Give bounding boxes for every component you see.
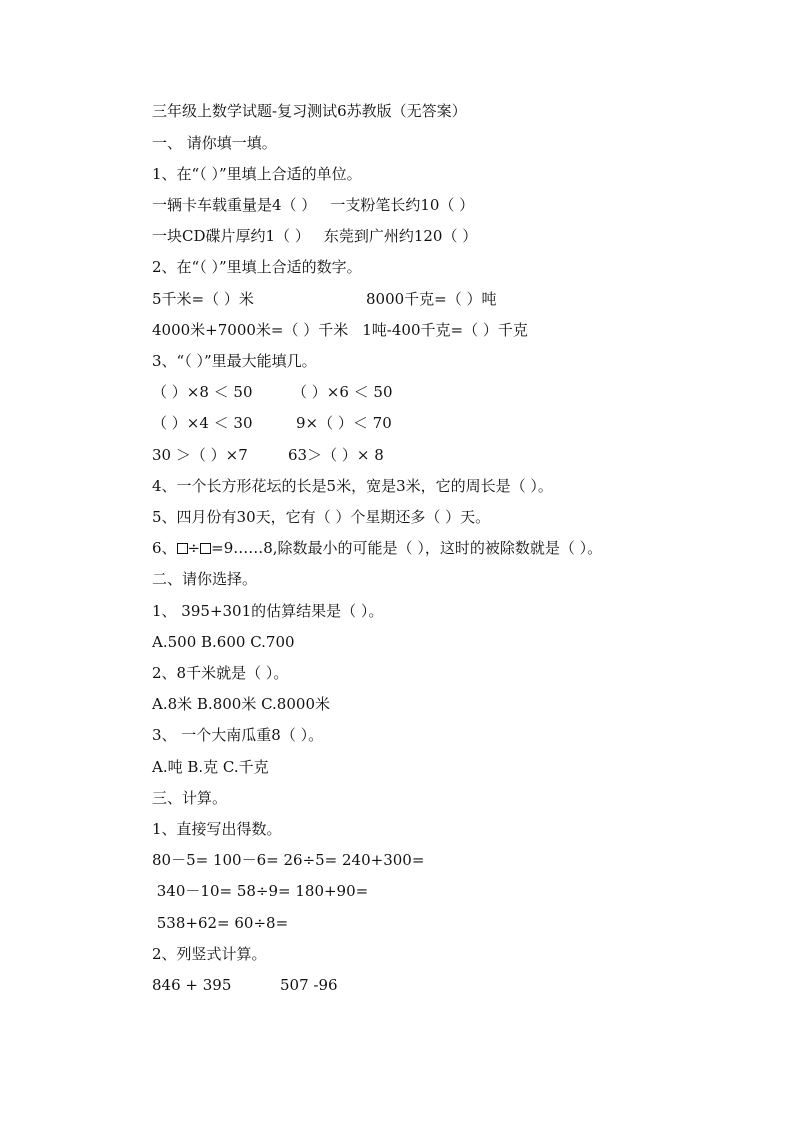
question-1-4: 4、一个长方形花坛的长是5米，宽是3米，它的周长是（ ）。 <box>152 477 553 495</box>
question-1-6-operator: ÷ <box>187 539 201 557</box>
question-3-2-stem: 2、列竖式计算。 <box>152 945 267 963</box>
empty-box-icon <box>177 543 188 554</box>
question-1-1-row-2-a: 一块CD碟片厚约1（ ） <box>152 227 310 245</box>
question-3-1-stem: 1、直接写出得数。 <box>152 820 282 838</box>
question-1-2-row-2-a: 4000米+7000米=（ ）千米 <box>152 321 349 339</box>
empty-box-icon <box>200 543 211 554</box>
question-1-3-row-3-a: 30 ＞（ ）×7 <box>152 446 248 464</box>
question-1-3-row-1-b: （ ）×6 ＜ 50 <box>292 383 393 401</box>
question-1-1-row-1-b: 一支粉笔长约10（ ） <box>330 196 475 214</box>
question-1-1-stem: 1、在“（ ）”里填上合适的单位。 <box>152 165 362 183</box>
question-1-1-row-1 <box>152 196 474 214</box>
section-3-heading: 三、计算。 <box>152 789 228 807</box>
section-1-heading: 一、 请你填一填。 <box>152 134 277 152</box>
document-title: 三年级上数学试题-复习测试6苏教版（无答案） <box>152 102 467 120</box>
question-1-3-stem: 3、“（ ）”里最大能填几。 <box>152 352 317 370</box>
question-1-1-row-2-b: 东莞到广州约120（ ） <box>323 227 478 245</box>
question-2-2-options: A.8米 B.800米 C.8000米 <box>152 695 330 713</box>
section-2-heading: 二、请你选择。 <box>152 570 258 588</box>
question-1-2-row-1-a: 5千米=（ ）米 <box>152 290 254 308</box>
question-1-3-row-2-a: （ ）×4 ＜ 30 <box>152 414 253 432</box>
question-2-2-stem: 2、8千米就是（ ）。 <box>152 664 289 682</box>
question-3-1-row-2: 340－10= 58÷9= 180+90= <box>152 882 369 900</box>
question-2-1-stem: 1、 395+301的估算结果是（ ）。 <box>152 602 384 620</box>
question-3-2-item-b: 507 -96 <box>280 976 338 994</box>
question-1-2-stem: 2、在“（ ）”里填上合适的数字。 <box>152 258 362 276</box>
question-2-1-options: A.500 B.600 C.700 <box>152 633 295 651</box>
question-1-2-row-1-b: 8000千克=（ ）吨 <box>366 290 497 308</box>
question-2-3-options: A.吨 B.克 C.千克 <box>152 758 269 776</box>
question-3-1-row-3: 538+62= 60÷8= <box>152 914 289 932</box>
question-1-3-row-2-b: 9×（ ）＜ 70 <box>296 414 392 432</box>
question-1-2-row-2-b: 1吨-400千克=（ ）千克 <box>362 321 528 339</box>
question-1-2-row-2 <box>152 321 528 339</box>
question-3-2-item-a: 846 + 395 <box>152 976 232 994</box>
question-2-3-stem: 3、 一个大南瓜重8（ ）。 <box>152 726 324 744</box>
question-1-5: 5、四月份有30天，它有（ ）个星期还多（ ）天。 <box>152 508 491 526</box>
question-1-3-row-3-b: 63＞（ ）× 8 <box>288 446 384 464</box>
question-3-1-row-1: 80－5= 100－6= 26÷5= 240+300= <box>152 851 425 869</box>
question-1-1-row-1-a: 一辆卡车载重量是4（ ） <box>152 196 317 214</box>
question-1-3-row-1-a: （ ）×8 ＜ 50 <box>152 383 253 401</box>
question-1-6 <box>152 539 602 557</box>
question-1-1-row-2 <box>152 227 477 245</box>
question-1-6-rest: =9……8,除数最小的可能是（ ），这时的被除数就是（ ）。 <box>211 539 603 557</box>
question-1-6-prefix: 6、 <box>152 539 177 557</box>
